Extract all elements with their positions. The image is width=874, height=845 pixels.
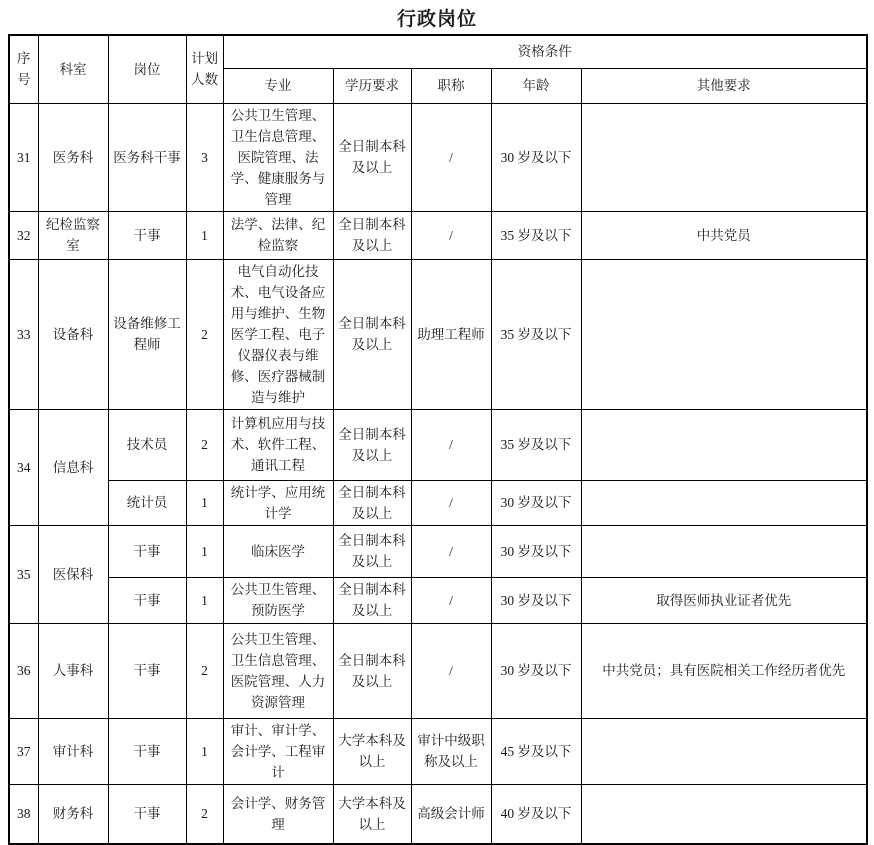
- table-row: [9, 525, 867, 577]
- cell-plan: 1: [186, 718, 223, 784]
- table-row: [9, 409, 867, 480]
- cell-major: 会计学、财务管理: [223, 784, 333, 844]
- cell-education: 全日制本科及以上: [333, 409, 411, 480]
- cell-seq: 32: [9, 211, 38, 259]
- cell-age: 30 岁及以下: [491, 623, 581, 718]
- cell-major: 审计、审计学、会计学、工程审计: [223, 718, 333, 784]
- cell-prof-title: /: [411, 480, 491, 525]
- cell-plan: 1: [186, 211, 223, 259]
- table-row: [9, 480, 867, 525]
- cell-major: 公共卫生管理、预防医学: [223, 577, 333, 623]
- cell-dept: 设备科: [38, 259, 108, 409]
- cell-other: 取得医师执业证者优先: [581, 577, 867, 623]
- cell-age: 40 岁及以下: [491, 784, 581, 844]
- cell-post: 技术员: [108, 409, 186, 480]
- cell-other: [581, 525, 867, 577]
- cell-plan: 1: [186, 525, 223, 577]
- cell-major: 计算机应用与技术、软件工程、通讯工程: [223, 409, 333, 480]
- cell-seq: 35: [9, 525, 38, 623]
- header-post: 岗位: [108, 35, 186, 103]
- cell-education: 全日制本科及以上: [333, 259, 411, 409]
- cell-post: 统计员: [108, 480, 186, 525]
- cell-plan: 2: [186, 409, 223, 480]
- cell-seq: 37: [9, 718, 38, 784]
- header-prof-title: 职称: [411, 68, 491, 103]
- cell-seq: 31: [9, 103, 38, 211]
- header-qualification: 资格条件: [223, 35, 867, 68]
- cell-prof-title: /: [411, 623, 491, 718]
- cell-major: 临床医学: [223, 525, 333, 577]
- page-title: 行政岗位: [396, 9, 477, 30]
- cell-post: 干事: [108, 211, 186, 259]
- header-age: 年龄: [491, 68, 581, 103]
- cell-plan: 1: [186, 480, 223, 525]
- cell-dept: 审计科: [38, 718, 108, 784]
- cell-post: 干事: [108, 718, 186, 784]
- table-row: [9, 623, 867, 718]
- cell-other: [581, 259, 867, 409]
- cell-age: 35 岁及以下: [491, 259, 581, 409]
- cell-dept: 信息科: [38, 409, 108, 525]
- header-plan: 计划人数: [186, 35, 223, 103]
- cell-education: 大学本科及以上: [333, 718, 411, 784]
- header-row-top: [9, 35, 867, 68]
- cell-other: 中共党员；具有医院相关工作经历者优先: [581, 623, 867, 718]
- cell-dept: 财务科: [38, 784, 108, 844]
- cell-major: 电气自动化技术、电气设备应用与维护、生物医学工程、电子仪器仪表与维修、医疗器械制造与维护: [223, 259, 333, 409]
- header-seq: 序号: [9, 35, 38, 103]
- cell-post: 设备维修工程师: [108, 259, 186, 409]
- cell-plan: 2: [186, 259, 223, 409]
- cell-post: 干事: [108, 784, 186, 844]
- cell-seq: 33: [9, 259, 38, 409]
- table-row: [9, 577, 867, 623]
- header-dept: 科室: [38, 35, 108, 103]
- cell-other: [581, 718, 867, 784]
- cell-age: 30 岁及以下: [491, 525, 581, 577]
- cell-education: 全日制本科及以上: [333, 480, 411, 525]
- cell-seq: 34: [9, 409, 38, 525]
- cell-education: 全日制本科及以上: [333, 623, 411, 718]
- table-row: [9, 784, 867, 844]
- cell-major: 法学、法律、纪检监察: [223, 211, 333, 259]
- cell-major: 统计学、应用统计学: [223, 480, 333, 525]
- cell-other: [581, 784, 867, 844]
- cell-education: 全日制本科及以上: [333, 211, 411, 259]
- cell-prof-title: /: [411, 103, 491, 211]
- cell-plan: 2: [186, 784, 223, 844]
- cell-major: 公共卫生管理、卫生信息管理、医院管理、法学、健康服务与管理: [223, 103, 333, 211]
- cell-prof-title: /: [411, 211, 491, 259]
- cell-other: [581, 103, 867, 211]
- header-major: 专业: [223, 68, 333, 103]
- cell-other: [581, 480, 867, 525]
- cell-dept: 人事科: [38, 623, 108, 718]
- cell-plan: 1: [186, 577, 223, 623]
- header-other: 其他要求: [581, 68, 867, 103]
- table-row: [9, 718, 867, 784]
- cell-plan: 2: [186, 623, 223, 718]
- cell-dept: 纪检监察室: [38, 211, 108, 259]
- table-row: [9, 103, 867, 211]
- cell-prof-title: /: [411, 409, 491, 480]
- cell-education: 全日制本科及以上: [333, 525, 411, 577]
- cell-prof-title: /: [411, 577, 491, 623]
- cell-post: 干事: [108, 525, 186, 577]
- positions-table: [8, 34, 868, 845]
- cell-seq: 38: [9, 784, 38, 844]
- cell-education: 大学本科及以上: [333, 784, 411, 844]
- cell-post: 干事: [108, 577, 186, 623]
- cell-age: 35 岁及以下: [491, 211, 581, 259]
- cell-plan: 3: [186, 103, 223, 211]
- cell-prof-title: /: [411, 525, 491, 577]
- cell-post: 干事: [108, 623, 186, 718]
- cell-seq: 36: [9, 623, 38, 718]
- cell-post: 医务科干事: [108, 103, 186, 211]
- cell-major: 公共卫生管理、卫生信息管理、医院管理、人力资源管理: [223, 623, 333, 718]
- cell-dept: 医务科: [38, 103, 108, 211]
- cell-dept: 医保科: [38, 525, 108, 623]
- cell-age: 30 岁及以下: [491, 480, 581, 525]
- header-education: 学历要求: [333, 68, 411, 103]
- cell-age: 30 岁及以下: [491, 103, 581, 211]
- cell-education: 全日制本科及以上: [333, 103, 411, 211]
- table-row: [9, 211, 867, 259]
- cell-education: 全日制本科及以上: [333, 577, 411, 623]
- cell-prof-title: 助理工程师: [411, 259, 491, 409]
- cell-prof-title: 审计中级职称及以上: [411, 718, 491, 784]
- cell-other: 中共党员: [581, 211, 867, 259]
- table-row: [9, 259, 867, 409]
- cell-other: [581, 409, 867, 480]
- cell-age: 35 岁及以下: [491, 409, 581, 480]
- cell-age: 45 岁及以下: [491, 718, 581, 784]
- cell-age: 30 岁及以下: [491, 577, 581, 623]
- cell-prof-title: 高级会计师: [411, 784, 491, 844]
